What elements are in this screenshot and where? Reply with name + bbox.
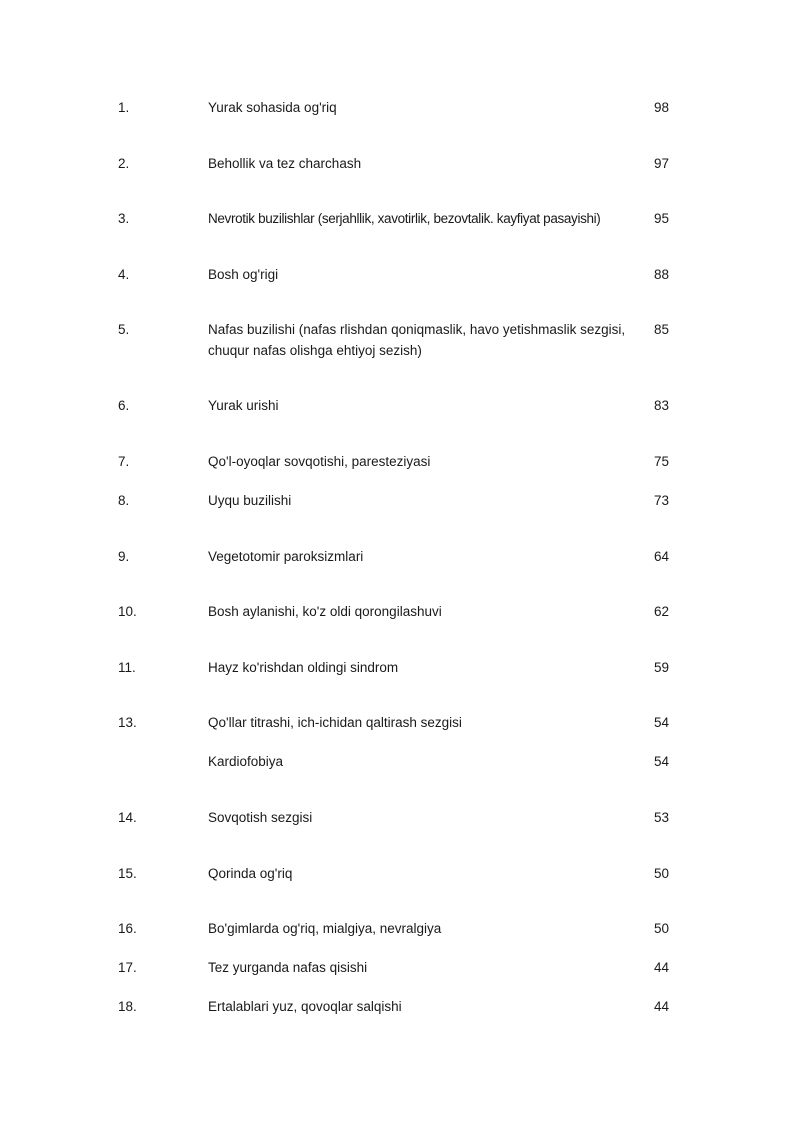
item-number: 13. bbox=[118, 715, 137, 730]
item-text: Vegetotomir paroksizmlari bbox=[208, 549, 364, 564]
item-number: 3. bbox=[118, 211, 130, 226]
item-number: 8. bbox=[118, 493, 130, 508]
item-value: 64 bbox=[653, 549, 669, 564]
item-value: 50 bbox=[653, 866, 669, 881]
item-value: 95 bbox=[653, 211, 669, 226]
item-value: 62 bbox=[653, 604, 669, 619]
item-text: Kardiofobiya bbox=[208, 754, 284, 769]
item-value: 50 bbox=[653, 921, 669, 936]
item-number: 15. bbox=[118, 866, 137, 881]
item-text: Behollik va tez charchash bbox=[208, 156, 362, 171]
item-number: 10. bbox=[118, 604, 137, 619]
item-value: 44 bbox=[653, 999, 669, 1014]
item-value: 53 bbox=[653, 810, 669, 825]
item-text: Sovqotish sezgisi bbox=[208, 810, 313, 825]
item-text: Nafas buzilishi (nafas rlishdan qoniqmaslik, havo yetishmaslik sezgisi, chuqur nafas olishga ehtiyoj sezish) bbox=[208, 322, 626, 358]
item-text: Hayz ko'rishdan oldingi sindrom bbox=[208, 660, 399, 675]
item-value: 59 bbox=[653, 660, 669, 675]
item-text: Qorinda og'riq bbox=[208, 866, 293, 881]
item-number: 4. bbox=[118, 267, 130, 282]
item-value: 75 bbox=[653, 454, 669, 469]
item-value: 54 bbox=[653, 715, 669, 730]
item-text: Yurak sohasida og'riq bbox=[208, 100, 337, 115]
item-text: Nevrotik buzilishlar (serjahllik, xavotirlik, bezovtalik. kayfiyat pasayishi) bbox=[208, 211, 601, 226]
item-number: 16. bbox=[118, 921, 137, 936]
item-text: Uyqu buzilishi bbox=[208, 493, 292, 508]
item-value: 54 bbox=[653, 754, 669, 769]
item-number: 9. bbox=[118, 549, 130, 564]
item-text: Qo'llar titrashi, ich-ichidan qaltirash sezgisi bbox=[208, 715, 462, 730]
item-text: Bosh og'rigi bbox=[208, 267, 279, 282]
item-text: Bosh aylanishi, ko'z oldi qorongilashuvi bbox=[208, 604, 442, 619]
item-number: 17. bbox=[118, 960, 137, 975]
item-number: 5. bbox=[118, 322, 130, 337]
item-text: Qo'l-oyoqlar sovqotishi, paresteziyasi bbox=[208, 454, 431, 469]
item-text: Ertalablari yuz, qovoqlar salqishi bbox=[208, 999, 402, 1014]
item-number: 2. bbox=[118, 156, 130, 171]
item-text: Yurak urishi bbox=[208, 398, 279, 413]
item-value: 83 bbox=[653, 398, 669, 413]
item-number: 6. bbox=[118, 398, 130, 413]
item-text: Tez yurganda nafas qisishi bbox=[208, 960, 368, 975]
item-number: 11. bbox=[118, 660, 136, 675]
item-text: Bo'gimlarda og'riq, mialgiya, nevralgiya bbox=[208, 921, 442, 936]
item-number: 1. bbox=[118, 100, 130, 115]
item-number: 18. bbox=[118, 999, 137, 1014]
item-value: 44 bbox=[653, 960, 669, 975]
item-number: 14. bbox=[118, 810, 137, 825]
item-value: 85 bbox=[653, 322, 669, 337]
item-value: 88 bbox=[653, 267, 669, 282]
item-value: 73 bbox=[653, 493, 669, 508]
item-number: 7. bbox=[118, 454, 130, 469]
item-value: 97 bbox=[653, 156, 669, 171]
item-value: 98 bbox=[653, 100, 669, 115]
